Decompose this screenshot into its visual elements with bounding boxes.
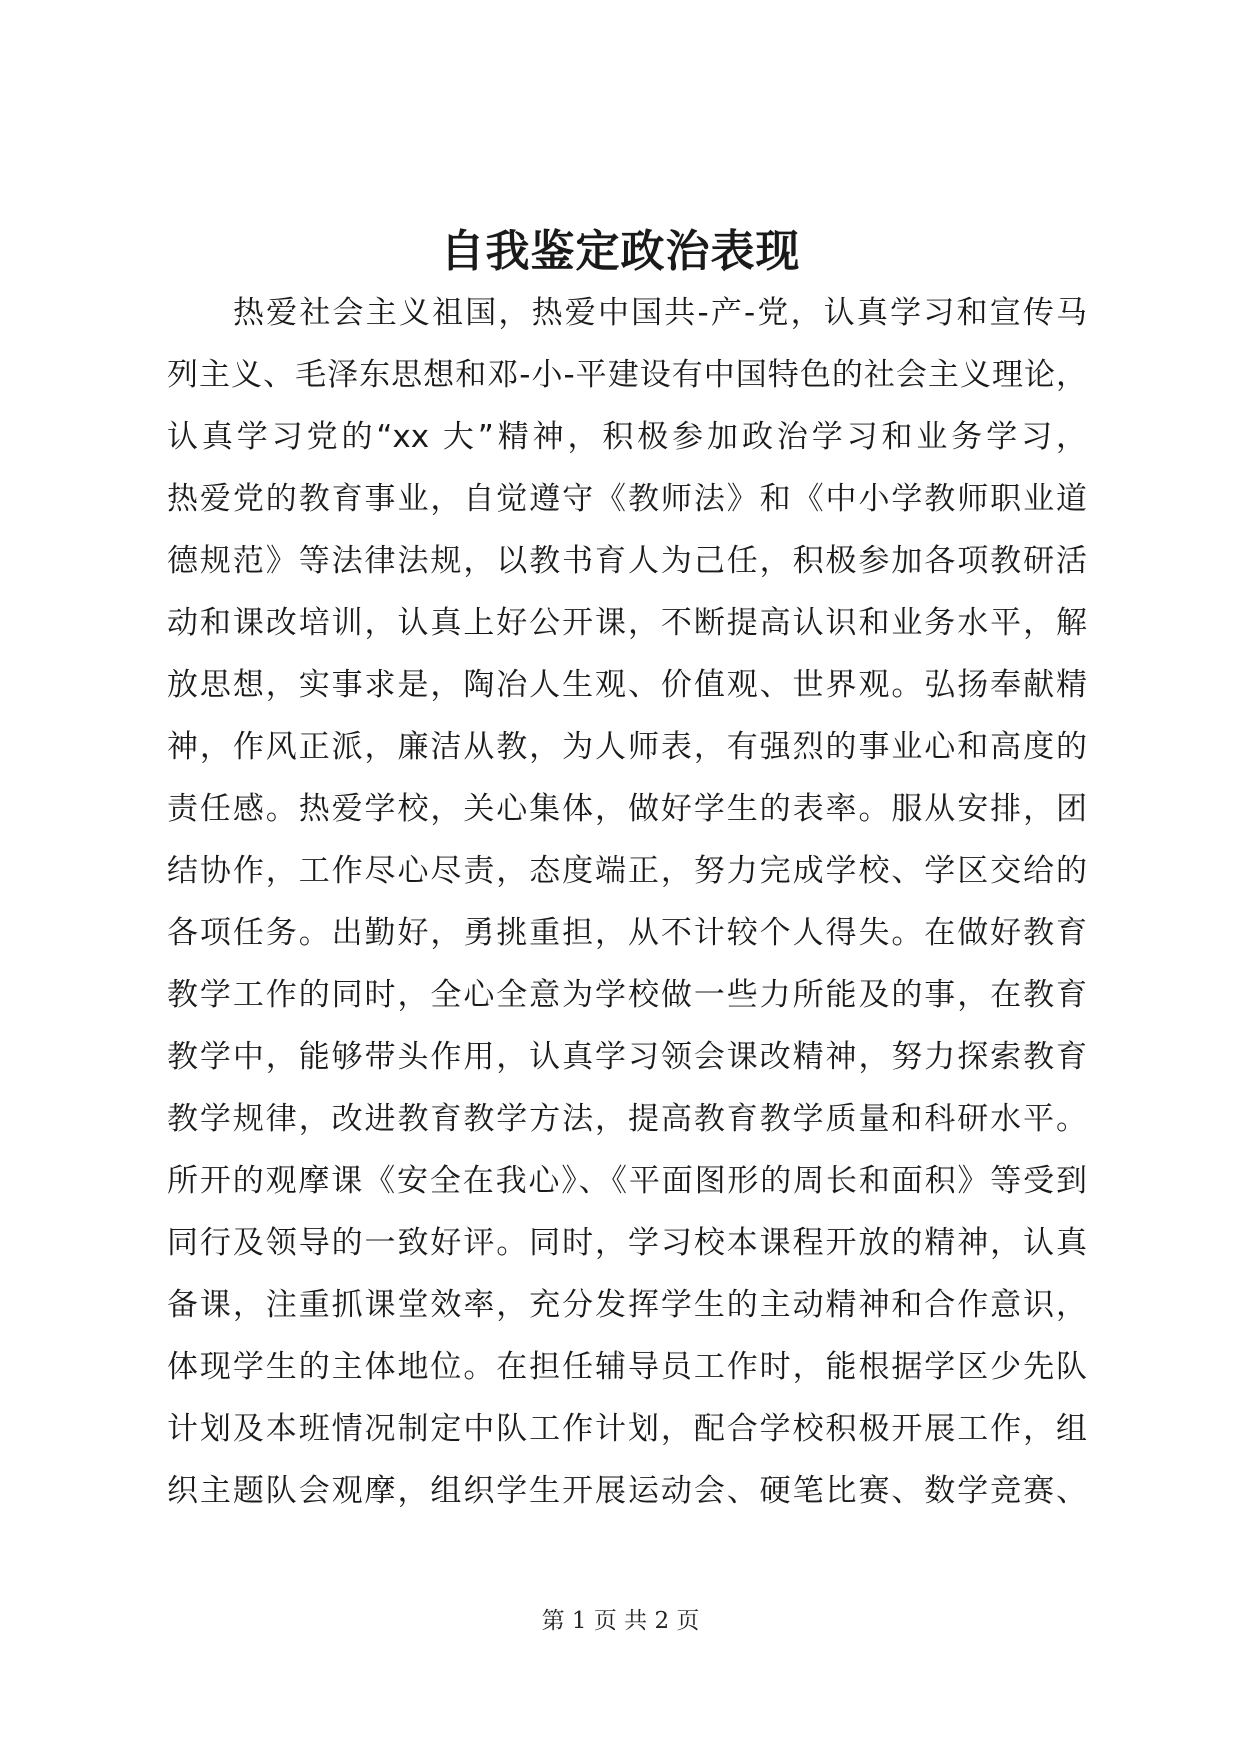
paragraph-line: 计划及本班情况制定中队工作计划，配合学校积极开展工作，组 [167, 1411, 1087, 1447]
paragraph-line: 动和课改培训，认真上好公开课，不断提高认识和业务水平，解 [167, 605, 1087, 641]
document-body [167, 282, 1087, 1522]
paragraph-line: 热爱社会主义祖国，热爱中国共-产-党，认真学习和宣传马 [233, 295, 1087, 331]
paragraph-line: 教学规律，改进教育教学方法，提高教育教学质量和科研水平。 [167, 1101, 1087, 1137]
paragraph-line: 列主义、毛泽东思想和邓-小-平建设有中国特色的社会主义理论， [167, 357, 1087, 393]
paragraph-line: 神，作风正派，廉洁从教，为人师表，有强烈的事业心和高度的 [167, 729, 1087, 765]
paragraph-line: 德规范》等法律法规，以教书育人为己任，积极参加各项教研活 [167, 543, 1087, 579]
paragraph-line: 体现学生的主体地位。在担任辅导员工作时，能根据学区少先队 [167, 1349, 1087, 1385]
paragraph-line: 教学中，能够带头作用，认真学习领会课改精神，努力探索教育 [167, 1039, 1087, 1075]
paragraph-line: 责任感。热爱学校，关心集体，做好学生的表率。服从安排，团 [167, 791, 1087, 827]
paragraph-line: 认真学习党的“xx 大”精神，积极参加政治学习和业务学习， [167, 419, 1087, 455]
paragraph-line: 所开的观摩课《安全在我心》、《平面图形的周长和面积》等受到 [167, 1163, 1087, 1199]
paragraph-line: 热爱党的教育事业，自觉遵守《教师法》和《中小学教师职业道 [167, 481, 1087, 517]
paragraph-line: 放思想，实事求是，陶冶人生观、价值观、世界观。弘扬奉献精 [167, 667, 1087, 703]
document-title: 自我鉴定政治表现 [440, 226, 801, 277]
paragraph-line: 同行及领导的一致好评。同时，学习校本课程开放的精神，认真 [167, 1225, 1087, 1261]
page-number-indicator: 第 1 页 共 2 页 [541, 1608, 700, 1634]
paragraph-line: 各项任务。出勤好，勇挑重担，从不计较个人得失。在做好教育 [167, 915, 1087, 951]
paragraph-line: 结协作，工作尽心尽责，态度端正，努力完成学校、学区交给的 [167, 853, 1087, 889]
paragraph-line: 织主题队会观摩，组织学生开展运动会、硬笔比赛、数学竞赛、 [167, 1473, 1087, 1509]
paragraph-line: 备课，注重抓课堂效率，充分发挥学生的主动精神和合作意识， [167, 1287, 1087, 1323]
paragraph-line: 教学工作的同时，全心全意为学校做一些力所能及的事，在教育 [167, 977, 1087, 1013]
